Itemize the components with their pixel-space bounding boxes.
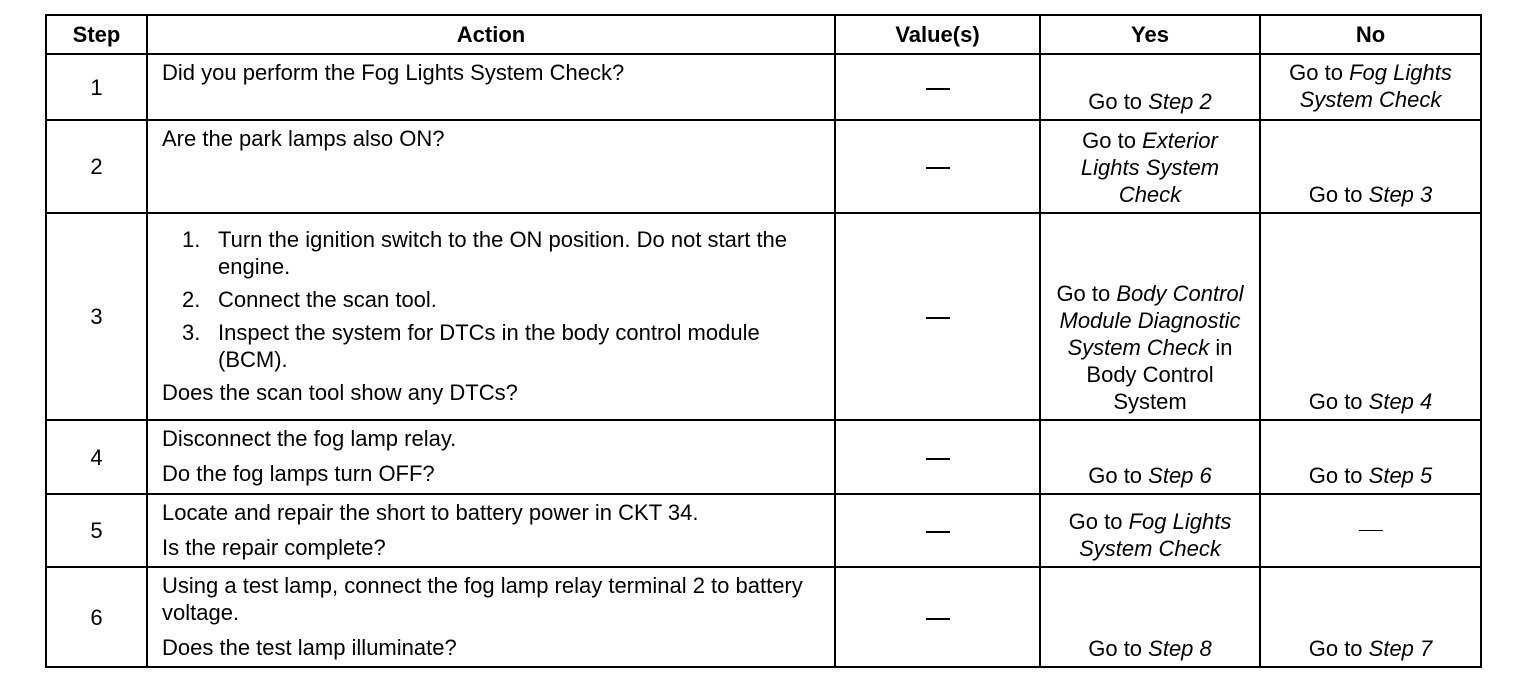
- action-question: Does the test lamp illuminate?: [162, 635, 457, 660]
- header-yes: Yes: [1040, 15, 1260, 54]
- step-number: 3: [46, 213, 147, 420]
- value-cell: [835, 420, 1040, 494]
- substep-item: [162, 286, 826, 313]
- action-cell: [147, 120, 835, 213]
- table-row: [46, 494, 1481, 567]
- header-no: No: [1260, 15, 1481, 54]
- yes-prefix: Go to: [1088, 636, 1149, 661]
- substep-item: [162, 319, 826, 373]
- value-cell: [835, 120, 1040, 213]
- action-question: Do the fog lamps turn OFF?: [162, 461, 435, 486]
- no-dash: [1359, 530, 1383, 531]
- no-prefix: Go to: [1308, 636, 1369, 661]
- yes-prefix: Go to: [1056, 281, 1117, 306]
- yes-cell: [1040, 567, 1260, 667]
- step-number: 2: [46, 120, 147, 213]
- yes-link[interactable]: Fog Lights System Check: [1079, 509, 1232, 561]
- table-row: [46, 213, 1481, 420]
- value-dash: [926, 88, 950, 90]
- table-row: [46, 420, 1481, 494]
- table-row: [46, 567, 1481, 667]
- substep-text: Inspect the system for DTCs in the body control module (BCM).: [218, 320, 760, 372]
- substep-list: [162, 226, 826, 373]
- value-dash: [926, 167, 950, 169]
- substep-number: 1.: [182, 227, 201, 252]
- substep-text: Connect the scan tool.: [218, 287, 437, 312]
- step-number: 5: [46, 494, 147, 567]
- no-cell: [1260, 213, 1481, 420]
- diagnostic-table: [45, 14, 1482, 668]
- yes-prefix: Go to: [1088, 89, 1149, 114]
- yes-link[interactable]: Step 2: [1148, 89, 1212, 114]
- value-dash: [926, 317, 950, 319]
- substep-text: Turn the ignition switch to the ON position. Do not start the engine.: [218, 227, 788, 279]
- header-step: Step: [46, 15, 147, 54]
- substep-number: 3.: [182, 320, 201, 345]
- table-row: [46, 54, 1481, 120]
- no-cell: [1260, 567, 1481, 667]
- no-prefix: Go to: [1308, 389, 1369, 414]
- no-link[interactable]: Fog Lights System Check: [1299, 60, 1452, 112]
- yes-cell: [1040, 494, 1260, 567]
- no-cell: [1260, 420, 1481, 494]
- step-number: 4: [46, 420, 147, 494]
- no-cell: [1260, 54, 1481, 120]
- value-cell: [835, 213, 1040, 420]
- action-text: Disconnect the fog lamp relay.: [162, 426, 457, 451]
- no-prefix: Go to: [1308, 182, 1369, 207]
- yes-cell: [1040, 420, 1260, 494]
- value-cell: [835, 567, 1040, 667]
- header-values: Value(s): [835, 15, 1040, 54]
- action-text: Are the park lamps also ON?: [162, 126, 445, 151]
- yes-prefix: Go to: [1088, 463, 1149, 488]
- action-text: Does the scan tool show any DTCs?: [162, 380, 518, 405]
- action-cell: [147, 213, 835, 420]
- value-dash: [926, 531, 950, 533]
- header-action: Action: [147, 15, 835, 54]
- no-cell: [1260, 494, 1481, 567]
- yes-link[interactable]: Step 8: [1148, 636, 1212, 661]
- yes-cell: [1040, 213, 1260, 420]
- action-cell: [147, 567, 835, 667]
- value-dash: [926, 618, 950, 620]
- value-cell: [835, 494, 1040, 567]
- yes-link[interactable]: Step 6: [1148, 463, 1212, 488]
- value-cell: [835, 54, 1040, 120]
- no-link[interactable]: Step 3: [1368, 182, 1433, 207]
- action-text: Did you perform the Fog Lights System Check?: [162, 60, 625, 85]
- table-row: [46, 120, 1481, 213]
- no-link[interactable]: Step 4: [1368, 389, 1433, 414]
- action-text: Using a test lamp, connect the fog lamp relay terminal 2 to battery voltage.: [162, 573, 803, 625]
- yes-suffix: in Body Control System: [1086, 335, 1233, 414]
- step-number: 1: [46, 54, 147, 120]
- yes-prefix: Go to: [1068, 509, 1129, 534]
- action-question: Is the repair complete?: [162, 535, 386, 560]
- no-cell: [1260, 120, 1481, 213]
- step-number: 6: [46, 567, 147, 667]
- action-cell: [147, 54, 835, 120]
- action-text: Locate and repair the short to battery power in CKT 34.: [162, 500, 699, 525]
- action-cell: [147, 494, 835, 567]
- yes-link[interactable]: Body Control Module Diagnostic System Check: [1059, 281, 1244, 360]
- no-prefix: Go to: [1289, 60, 1350, 85]
- no-link[interactable]: Step 7: [1368, 636, 1433, 661]
- yes-cell: [1040, 120, 1260, 213]
- yes-cell: [1040, 54, 1260, 120]
- action-cell: [147, 420, 835, 494]
- substep-number: 2.: [182, 287, 201, 312]
- value-dash: [926, 458, 950, 460]
- header-row: [46, 15, 1481, 54]
- no-prefix: Go to: [1308, 463, 1369, 488]
- yes-link[interactable]: Exterior Lights System Check: [1080, 128, 1220, 207]
- yes-prefix: Go to: [1082, 128, 1143, 153]
- substep-item: [162, 226, 826, 280]
- no-link[interactable]: Step 5: [1368, 463, 1433, 488]
